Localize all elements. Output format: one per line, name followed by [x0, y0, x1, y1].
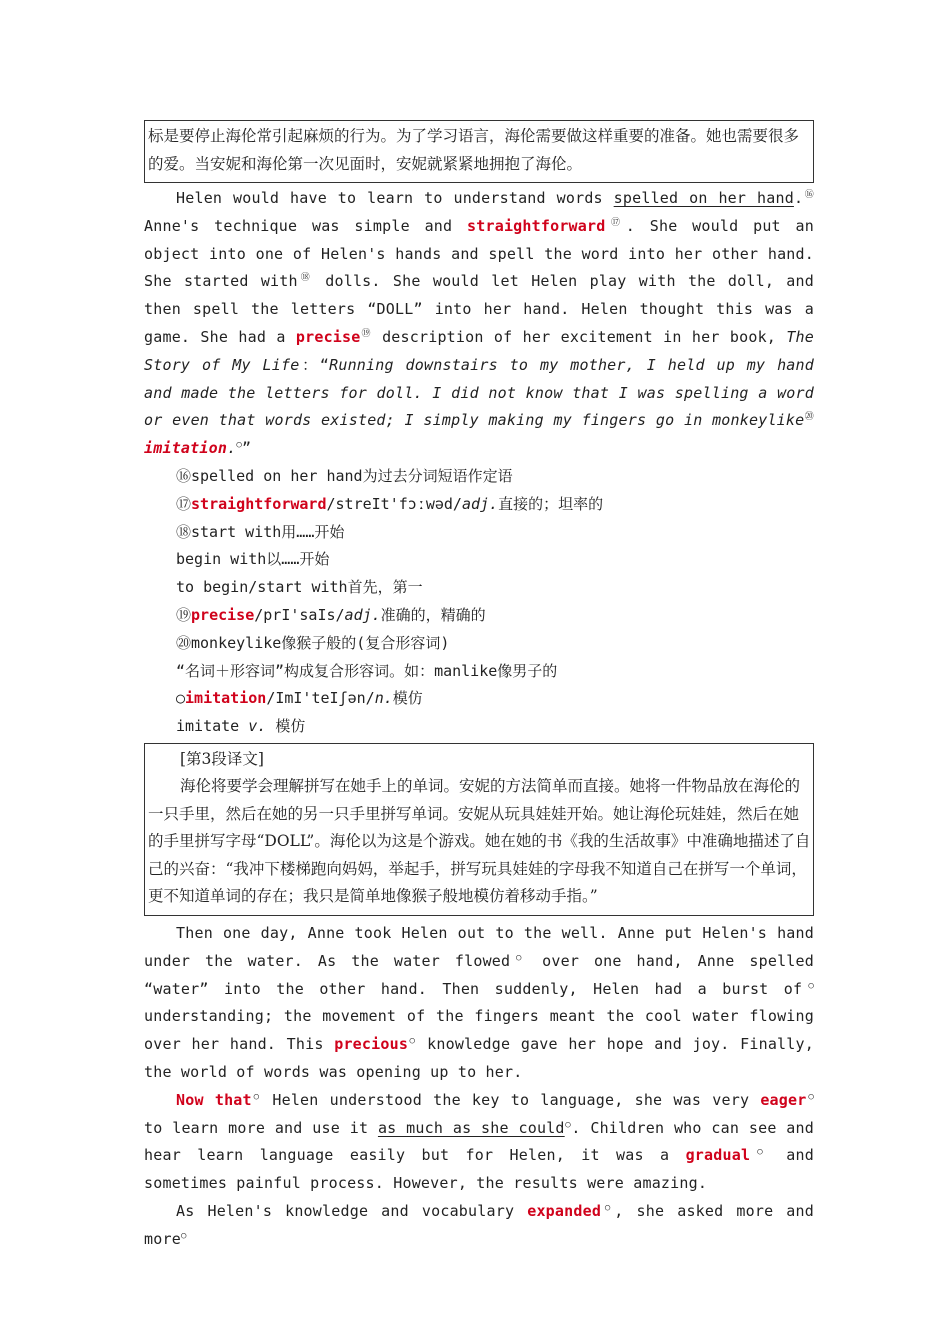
note-text: imitate — [176, 717, 249, 736]
text-run: Helen understood the key to language, she was very — [261, 1090, 761, 1109]
part-of-speech: v. — [248, 717, 267, 736]
note-marker: ⑰ — [605, 217, 626, 228]
note-marker: ⑲ — [176, 605, 192, 624]
note-text: begin with以……开始 — [176, 550, 330, 569]
note-marker: ○ — [408, 1036, 417, 1047]
note-marker: ○ — [750, 1147, 770, 1158]
note-16 — [144, 463, 814, 491]
text-run: . Children who can see and hear learn language easily but for Helen, it was a — [144, 1118, 814, 1165]
phonetic: /ImI'teIʃən/ — [266, 689, 375, 708]
note-marker: ⑱ — [297, 273, 313, 284]
note-18 — [144, 519, 814, 547]
paragraph-6 — [144, 1198, 814, 1254]
note-text: 模仿 — [266, 717, 306, 736]
vocab-word: precise — [295, 327, 361, 346]
note-text: 直接的；坦率的 — [498, 494, 604, 513]
note-18b — [144, 546, 814, 574]
note-text: to begin/start with首先，第一 — [176, 578, 423, 597]
underlined-phrase: spelled on her hand — [613, 189, 794, 207]
note-text: “名词＋形容词”构成复合形容词。如：manlike像男子的 — [176, 661, 558, 680]
note-21b — [144, 713, 814, 741]
vocab-word: expanded — [527, 1201, 602, 1220]
paragraph-4 — [144, 920, 814, 1087]
text-run: knowledge gave her hope and joy. Finally, the world of words was opening up to her. — [144, 1035, 814, 1081]
text-run: Then one day, Anne took Helen out to the well. Anne put Helen's hand under the water. As the water flowed — [144, 923, 814, 970]
note-marker: ⑯ — [803, 190, 815, 200]
note-marker: ○ — [510, 952, 528, 963]
quote-text: Running downstairs to my mother, I held up my hand and made the letters for doll. I did not know that I was spelling a word or even that words existed; I simply making my fingers go in monkeylike — [144, 355, 814, 430]
note-text: ⑳monkeylike像猴子般的(复合形容词) — [176, 633, 450, 652]
text-run: , she asked more and more — [144, 1201, 815, 1248]
note-text: ⑱start with用……开始 — [176, 522, 345, 541]
text-run: . — [793, 189, 804, 207]
translation-heading: [第3段译文] — [180, 749, 264, 768]
note-marker: ○ — [802, 980, 814, 991]
text-run: . She would put an object into one of Helen's hands and spell the word into her other hand. She started with — [144, 216, 815, 291]
vocab-word: straightforward — [467, 216, 606, 235]
note-21 — [144, 685, 814, 713]
note-text: 模仿 — [392, 689, 423, 708]
note-17 — [144, 491, 814, 519]
vocab-word: Now that — [176, 1090, 252, 1109]
part-of-speech: adj. — [461, 494, 499, 513]
text-run: understanding; the movement of the fingers meant the cool water flowing over her hand. This — [144, 1007, 814, 1054]
book-title: The Story of My Life — [144, 327, 815, 374]
translation-text: 海伦将要学会理解拼写在她手上的单词。安妮的方法简单而直接。她将一件物品放在海伦的一只手里，然后在她的另一只手里拼写单词。安妮从玩具娃娃开始。她让海伦玩娃娃，然后在她的手里拼写字母“DOLL”。海伦以为这是个游戏。她在她的书《我的生活故事》中准确地描述了自己的兴奋：“我冲下楼梯跑向妈妈，举起手，拼写玩具娃娃的字母我不知道自己在拼写一个单词，更不知道单词的存在；我只是简单地像猴子般地模仿着移动手指。” — [148, 777, 811, 906]
note-text: ⑯spelled on her hand为过去分词短语作定语 — [176, 466, 513, 485]
vocab-word: precious — [334, 1035, 409, 1054]
note-marker: ○ — [564, 1119, 572, 1130]
part-of-speech: adj. — [344, 605, 381, 624]
note-marker: ⑳ — [804, 412, 814, 423]
text-run: ：“ — [299, 355, 330, 374]
vocab-notes — [144, 463, 814, 741]
vocab-word: imitation — [185, 689, 267, 708]
note-marker: ○ — [601, 1202, 615, 1213]
text-run: over one hand, Anne spelled “water” into the other hand. Then suddenly, Helen had a burst of — [144, 951, 815, 998]
note-marker: ⑲ — [360, 328, 372, 339]
phonetic: /prI'saIs/ — [254, 605, 345, 624]
text-run: Anne's technique was simple and — [144, 216, 468, 235]
note-marker: ⑰ — [176, 494, 192, 513]
vocab-word: gradual — [685, 1146, 751, 1165]
text-run: Helen would have to learn to understand words — [176, 189, 614, 207]
paragraph-3 — [144, 185, 814, 463]
paragraph-5 — [144, 1087, 814, 1198]
note-19 — [144, 602, 814, 630]
text-run: As Helen's knowledge and vocabulary — [176, 1201, 528, 1220]
note-18c — [144, 574, 814, 602]
vocab-word: precise — [191, 605, 255, 624]
note-20b — [144, 658, 814, 686]
text-run: description of her excitement in her book, — [371, 327, 787, 346]
note-text: 准确的，精确的 — [380, 605, 486, 624]
note-marker: ○ — [251, 1091, 262, 1102]
underlined-phrase: as much as she could — [377, 1118, 565, 1137]
note-marker: ○ — [236, 440, 242, 451]
text-run: . — [227, 439, 237, 458]
note-20 — [144, 630, 814, 658]
phonetic: /streIt'fɔːwəd/ — [326, 494, 462, 513]
text-run: dolls. She would let Helen play with the doll, and then spell the letters “DOLL” into her hand. Helen thought this was a game. She had a — [144, 272, 814, 346]
text-run: and sometimes painful process. However, the results were amazing. — [144, 1146, 814, 1193]
part-of-speech: n. — [374, 689, 393, 708]
text-run: ” — [241, 439, 252, 458]
vocab-word: straightforward — [191, 494, 327, 513]
document-page — [144, 120, 814, 1254]
translation-text: 标是要停止海伦常引起麻烦的行为。为了学习语言，海伦需要做这样重要的准备。她也需要很多的爱。当安妮和海伦第一次见面时，安妮就紧紧地拥抱了海伦。 — [148, 127, 800, 173]
vocab-word: eager — [760, 1090, 807, 1109]
note-marker: ○ — [176, 689, 186, 708]
note-marker: ○ — [180, 1230, 187, 1241]
vocab-word: imitation — [144, 439, 228, 458]
note-marker: ○ — [806, 1091, 815, 1102]
translation-box-top — [144, 120, 814, 183]
text-run: to learn more and use it — [144, 1118, 378, 1137]
translation-box-3 — [144, 743, 814, 916]
